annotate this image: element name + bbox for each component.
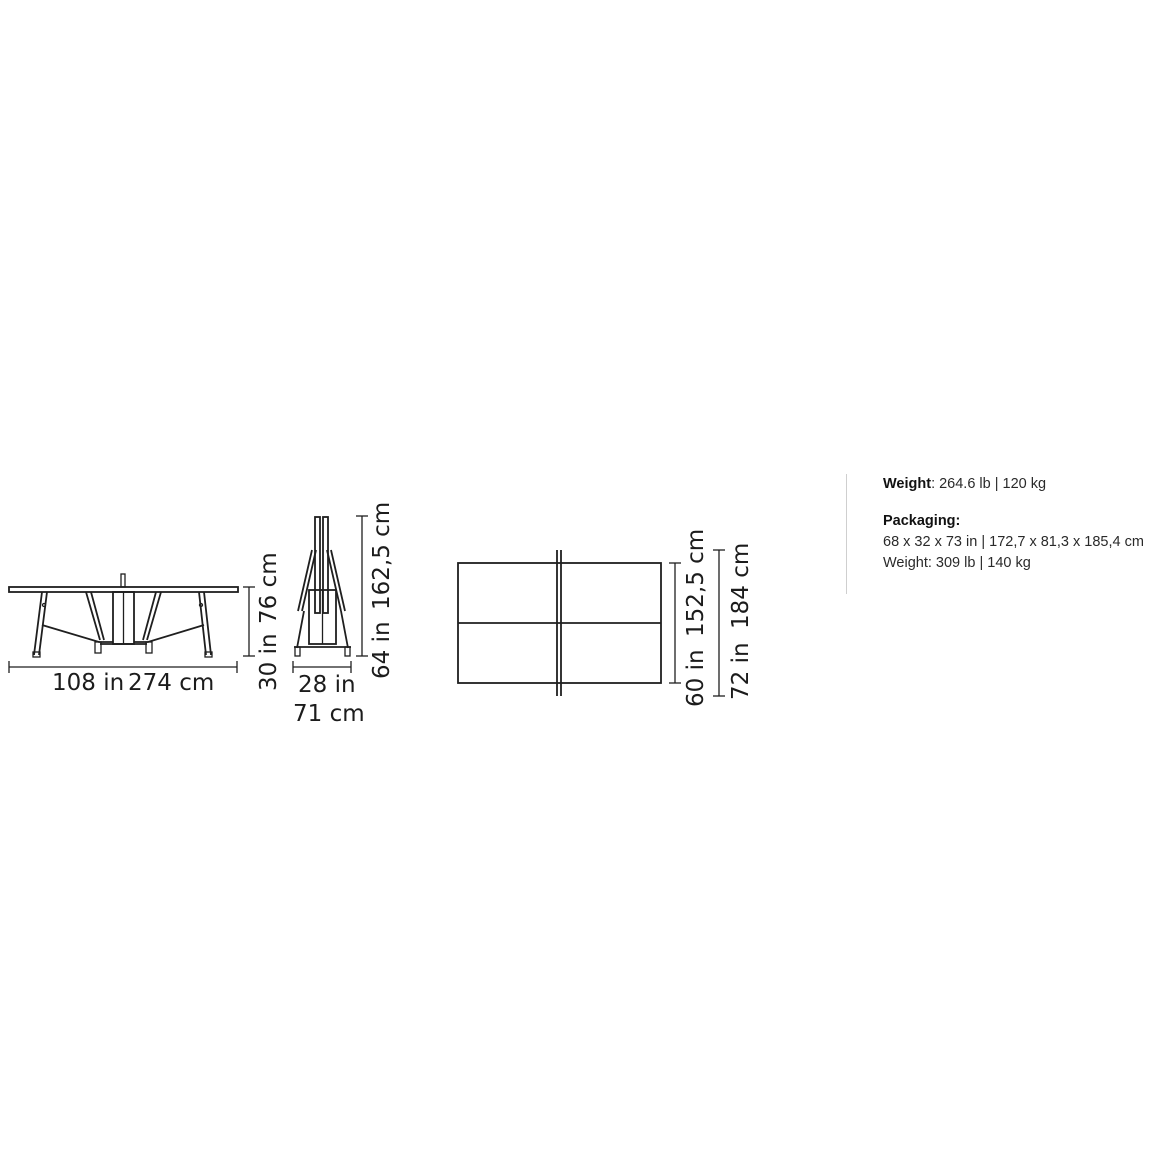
packaging-weight: Weight: 309 lb | 140 kg xyxy=(883,555,1031,571)
front-left-leg xyxy=(34,592,47,655)
front-width-in-label: 108 in xyxy=(52,670,125,696)
packaging-dims: 68 x 32 x 73 in | 172,7 x 81,3 x 185,4 cm xyxy=(883,534,1144,550)
top-width-in-label: 60 in xyxy=(683,649,709,707)
folded-wheel-left xyxy=(295,647,300,656)
front-net-post xyxy=(121,574,125,587)
weight-label: Weight xyxy=(883,476,932,492)
folded-top-left xyxy=(315,517,320,613)
folded-depth-in-label: 28 in xyxy=(298,672,356,698)
folded-height-in-label: 64 in xyxy=(369,621,395,679)
folded-height-dimension xyxy=(356,516,368,656)
folded-height-cm-label: 162,5 cm xyxy=(369,501,395,610)
top-width-dimension xyxy=(669,563,681,683)
front-right-leg xyxy=(199,592,211,655)
folded-wheel-right xyxy=(345,647,350,656)
specs-panel xyxy=(846,474,1144,594)
folded-top-right xyxy=(323,517,328,613)
packaging-heading-row xyxy=(883,511,1144,532)
folded-view-table xyxy=(294,517,351,656)
front-view-table xyxy=(9,574,238,657)
front-right-strut xyxy=(143,592,161,640)
top-view-table xyxy=(458,550,661,696)
top-width-cm-label: 152,5 cm xyxy=(683,528,709,637)
folded-left-leg xyxy=(298,550,316,611)
front-height-in-label: 30 in xyxy=(256,633,282,691)
front-left-joint xyxy=(43,604,46,607)
top-overall-cm-label: 184 cm xyxy=(728,542,754,629)
folded-depth-cm-label: 71 cm xyxy=(293,701,365,727)
weight-row xyxy=(883,474,1144,495)
front-height-cm-label: 76 cm xyxy=(256,552,282,624)
front-width-cm-label: 274 cm xyxy=(128,670,215,696)
front-height-dimension xyxy=(243,587,255,656)
top-overall-in-label: 72 in xyxy=(728,642,754,700)
top-overall-dimension xyxy=(713,550,725,696)
front-left-strut xyxy=(86,592,104,640)
weight-value: : 264.6 lb | 120 kg xyxy=(931,476,1047,492)
packaging-label: Packaging: xyxy=(883,513,961,529)
